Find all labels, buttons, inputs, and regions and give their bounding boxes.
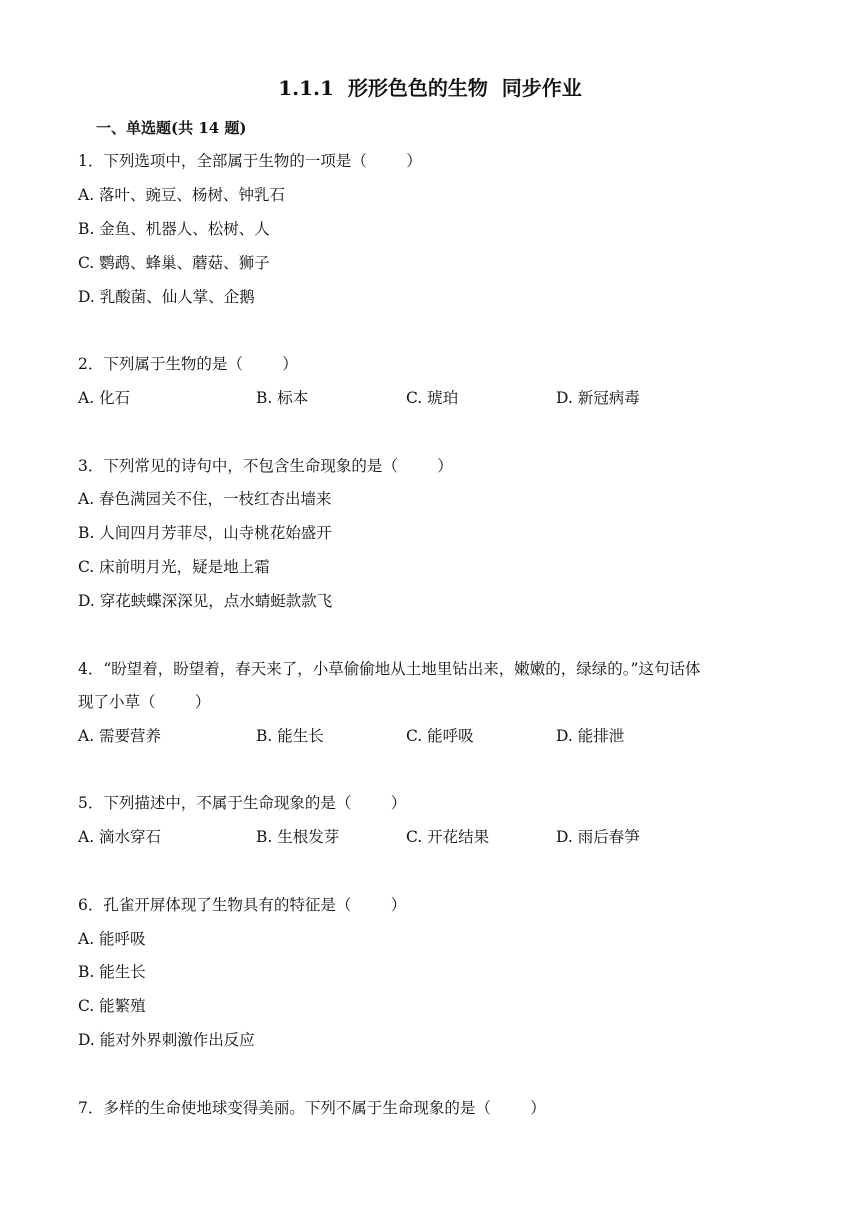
question-1-option-d[interactable]: D. 乳酸菌、仙人掌、企鹅 [78, 288, 255, 306]
question-1-option-c[interactable]: C. 鹦鹉、蜂巢、蘑菇、狮子 [78, 254, 270, 272]
question-5-option-d[interactable]: D. 雨后春笋 [556, 828, 640, 846]
question-2-option-a[interactable]: A. 化石 [78, 389, 131, 407]
question-2-option-b[interactable]: B. 标本 [256, 389, 309, 407]
question-5-option-a[interactable]: A. 滴水穿石 [78, 828, 162, 846]
question-2-option-c[interactable]: C. 琥珀 [406, 389, 459, 407]
question-4-option-a[interactable]: A. 需要营养 [78, 727, 162, 745]
question-4-stem-line-2: 现了小草（ ） [78, 693, 211, 711]
question-3-option-b[interactable]: B. 人间四月芳菲尽，山寺桃花始盛开 [78, 524, 332, 542]
question-1-option-b[interactable]: B. 金鱼、机器人、松树、人 [78, 220, 270, 238]
question-6-option-b[interactable]: B. 能生长 [78, 963, 146, 981]
question-3-option-a[interactable]: A. 春色满园关不住，一枝红杏出墙来 [78, 490, 332, 508]
question-5-option-c[interactable]: C. 开花结果 [406, 828, 490, 846]
section-heading: 一、单选题(共 14 题) [96, 119, 247, 137]
question-4-option-b[interactable]: B. 能生长 [256, 727, 324, 745]
question-4-option-d[interactable]: D. 能排泄 [556, 727, 625, 745]
question-2-option-d[interactable]: D. 新冠病毒 [556, 389, 640, 407]
question-6-option-a[interactable]: A. 能呼吸 [78, 930, 146, 948]
question-1-option-a[interactable]: A. 落叶、豌豆、杨树、钟乳石 [78, 186, 286, 204]
question-6-stem: 6．孔雀开屏体现了生物具有的特征是（ ） [78, 896, 407, 914]
question-3-stem: 3．下列常见的诗句中，不包含生命现象的是（ ） [78, 457, 453, 475]
question-7-stem: 7．多样的生命使地球变得美丽。下列不属于生命现象的是（ ） [78, 1099, 546, 1117]
question-1-stem: 1．下列选项中，全部属于生物的一项是（ ） [78, 152, 422, 170]
question-2-stem: 2．下列属于生物的是（ ） [78, 355, 298, 373]
question-6-option-c[interactable]: C. 能繁殖 [78, 997, 146, 1015]
question-4-stem-line-1: 4．“盼望着，盼望着，春天来了，小草偷偷地从土地里钻出来，嫩嫩的，绿绿的。”这句话体 [78, 660, 701, 678]
question-4-option-c[interactable]: C. 能呼吸 [406, 727, 474, 745]
question-6-option-d[interactable]: D. 能对外界刺激作出反应 [78, 1031, 255, 1049]
question-5-stem: 5．下列描述中，不属于生命现象的是（ ） [78, 794, 407, 812]
document-title: 1.1.1 形形色色的生物 同步作业 [278, 76, 582, 100]
question-3-option-c[interactable]: C. 床前明月光，疑是地上霜 [78, 558, 270, 576]
question-5-option-b[interactable]: B. 生根发芽 [256, 828, 340, 846]
question-3-option-d[interactable]: D. 穿花蛱蝶深深见，点水蜻蜓款款飞 [78, 592, 333, 610]
